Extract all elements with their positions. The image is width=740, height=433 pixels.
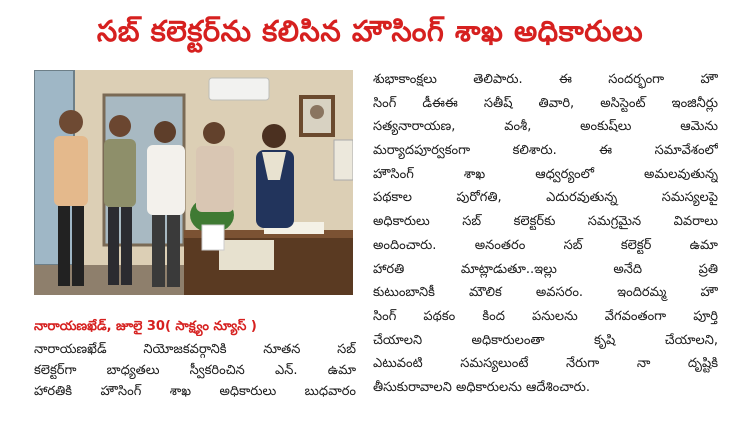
- body-line: మర్యాదపూర్వకంగా కలిశారు. ఈ సమావేశంలో: [373, 143, 718, 159]
- body-line: నారాయణఖేడ్ నియోజకవర్గానికి నూతన సబ్: [34, 342, 356, 357]
- body-line: తీసుకురావాలని అధికారులను ఆదేశించారు.: [373, 379, 590, 395]
- body-line: కలెక్టర్‌గా బాధ్యతలు స్వీకరించిన ఎన్. ఉమా: [34, 363, 356, 378]
- body-line: అధికారులు సబ్ కలెక్టర్‌కు సమగ్రమైన వివరాలు: [373, 214, 718, 230]
- body-line: సింగ్ పథకం కింద పనులను వేగవంతంగా పూర్తి: [373, 308, 718, 324]
- body-line: కుటుంబానికీ మౌలిక అవసరం. ఇందిరమ్మ హౌ: [373, 285, 718, 301]
- news-photo: [34, 70, 353, 295]
- body-line: పథకాల పురోగతి, ఎదురవుతున్న సమస్యలపై: [373, 190, 718, 206]
- body-line: సింగ్ డీఈఈ సతీష్ తివారి, అసిస్టెంట్ ఇంజినీర్లు: [373, 95, 718, 111]
- headline: సబ్ కలెక్టర్‌ను కలిసిన హౌసింగ్ శాఖ అధికారులు: [96, 14, 644, 48]
- article-body-right: [373, 68, 718, 400]
- body-line: శుభాకాంక్షలు తెలిపారు. ఈ సందర్భంగా హౌ: [373, 72, 718, 87]
- body-line: హౌసింగ్ శాఖ ఆధ్వర్యంలో అమలవుతున్న: [373, 166, 718, 182]
- body-line: ఎటువంటి సమస్యలుంటే నేరుగా నా దృష్టికి: [373, 356, 718, 372]
- body-line: హారతికి హౌసింగ్ శాఖ అధికారులు బుధవారం: [34, 384, 356, 399]
- body-line: అందించారు. అనంతరం సబ్ కలెక్టర్ ఉమా: [373, 237, 718, 253]
- body-line: చేయాలని అధికారులంతా కృషి చేయాలని,: [373, 332, 718, 348]
- body-line: సత్యనారాయణ, వంశీ, అంకుష్‌లు ఆమెను: [373, 119, 718, 135]
- dateline: నారాయణఖేడ్, జూలై 30( సాక్ష్యం న్యూస్ ): [34, 319, 257, 334]
- body-line: హారతి మాట్లాడుతూ..ఇల్లు అనేది ప్రతి: [373, 261, 718, 277]
- article-body-left: [34, 339, 356, 402]
